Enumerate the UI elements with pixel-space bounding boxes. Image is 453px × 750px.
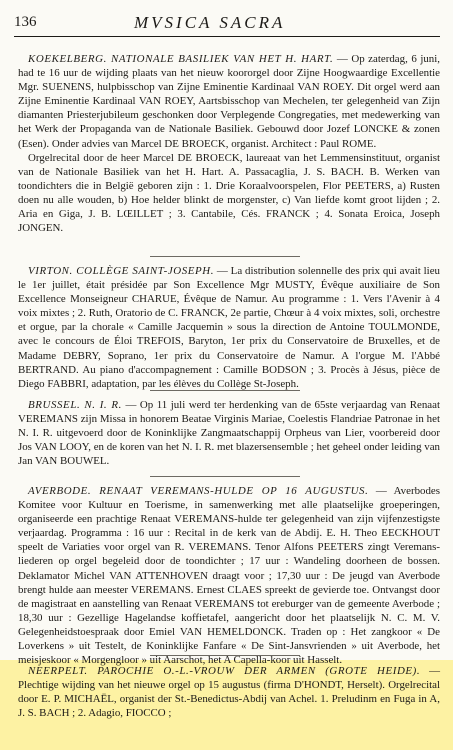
header-rule	[14, 36, 440, 37]
running-title: MVSICA SACRA	[134, 13, 286, 32]
article-paragraph: Orgelrecital door de heer Marcel DE BROECK, laureaat van het Lemmensinstituut, organist van de Nationale Basiliek van het H. Hart. A. Passacaglia, J. S. BACH. B. Werken van toondichters die in België geboren zijn : 1. Drie Koraalvoorspelen, Flor PEETERS, a) Rusten doen nu alle wouden, b) Hoe helder blinkt de morgenster, c) Van liefde komt groot lijden ; 2. Aria en Giga, J. B. LŒILLET ; 3. Cantabile, Cés. FRANCK ; 4. Sonata Eroica, Joseph JONGEN.	[18, 151, 440, 235]
article-text: — Plechtige wijding van het nieuwe orgel op 15 augustus (firma D'HONDT, Herselt). Orgelrecital door E. P. MICHAËL, organist der St.-Benedictus-Abdij van Achel. 1. Preludinm en Fuga in A, J. S. BACH ; 2. Adagio, FIOCCO ;	[18, 665, 440, 720]
article-heading: BRUSSEL. N. I. R.	[28, 399, 122, 411]
article-heading: NEERPELT. PAROCHIE O.-L.-VROUW DER ARMEN (GROTE HEIDE).	[28, 665, 421, 677]
article-heading: AVERBODE. RENAAT VEREMANS-HULDE OP 16 AUGUSTUS.	[28, 485, 369, 497]
article-virton	[18, 264, 440, 391]
article-brussel	[18, 398, 440, 468]
article-heading: KOEKELBERG. NATIONALE BASILIEK VAN HET H. HART.	[28, 53, 334, 65]
article-text: — La distribution solennelle des prix qui avait lieu le 1er juillet, était présidée par Son Excellence Mgr MUSTY, Évêque auxiliaire de Son Excellence Monseigneur CHARUE, Évêque de Namur. Au programme : 1. Vers l'Avenir à 4 voix mixtes ; 2. Ruth, Oratorio de C. FRANCK, 2e partie, Chœur à 4 voix mixtes, soli, orchestre et orgue, par la chorale « Camille Jacquemin » sous la direction de Antoine TOULMONDE, avec le concours de Éloi TREFOIS, Baryton, 1er prix du Conservatoire de Bruxelles, et de Madame DEBRY, Soprano, 1er prix du Conservatoire de Namur. A l'orgue M. l'Abbé BERTRAND. Au piano d'accompagnement : Camille BODSON ; 3. Procès à Jésus, pièce de Diego FABBRI, adaptation, par les élèves du Collège St-Joseph.	[18, 265, 440, 390]
article-text: — Op 11 juli werd ter herdenking van de 65ste verjaardag van Renaat VEREMANS zijn Missa in honorem Beatae Virginis Mariae, Coelestis Flandriae Patronae in het N. I. R. uitgevoerd door de Koninklijke Zangmaatschappij Orpheus van Lier, voorbereid door Jos VAN LOOY, en de koren van het N. I. R. met blazersensemble ; het geheel onder leiding van Jan VAN BOUWEL.	[18, 399, 440, 468]
article-text: — Averbodes Komitee voor Kultuur en Toerisme, in samenwerking met alle plaatselijke groeperingen, organiseerde een prachtige Renaat VEREMANS-hulde ter gelegenheid van zijn vijfenzestigste verjaardag. Programma : 16 uur : Recital in de kerk van de Abdij. E. H. Theo EECKHOUT speelt de Variaties voor orgel van R. VEREMANS. Tenor Alfons PEETERS zingt Veremans-liederen op orgel begeleid door de toondichter ; 17 uur : Wandeling doorheen de bossen. Deklamator Michel VAN ATTENHOVEN draagt voor ; 17,30 uur : De jeugd van Averbode brengt hulde aan meester VEREMANS. Ernest CLAES spreekt de gevierde toe. Ontvangst door de magistraat en aanstelling van Renaat VEREMANS tot ereburger van de gemeente Averbode ; 18,30 uur : Gezellige Hagelandse koffietafel, aangericht door het plaatselijk N. C. M. V. Gelegenheidstoespraak door Emiel VAN HEMELDONCK. Traden op : Het zangkoor « De Loverkens » uit Testelt, de Koninklijke Fanfare « De Sint-Jansvrienden » uit Averbode, het meisjeskoor « Morgengloor » uit Aarschot, het A Capella-koor uit Hasselt.	[18, 485, 440, 667]
page-number: 136	[14, 14, 37, 30]
article-averbode	[18, 484, 440, 667]
article-text: — Op zaterdag, 6 juni, had te 16 uur de wijding plaats van het nieuw koororgel door Zijne Hoogwaardige Excellentie Mgr. SUENENS, hulpbisschop van Zijne Eminentie Kardinaal VAN ROEY. Dit orgel werd aan Zijne Eminentie Kardinaal VAN ROEY, Aartsbisschop van Mechelen, ter gelegenheid van Zijn diamanten Priesterjubileum geschonken door Verplegende Congregaties, met medewerking van het Werk der Propaganda van de Nationale Basiliek. Gebouwd door Jozef LONCKE & zonen (Esen). Onder advies van Marcel DE BROECK, organist. Architect : Paul ROME.	[18, 53, 440, 150]
article-heading: VIRTON. COLLÈGE SAINT-JOSEPH.	[28, 265, 215, 277]
page-header	[14, 14, 440, 36]
section-separator	[150, 476, 300, 477]
section-separator	[150, 256, 300, 257]
section-separator	[150, 655, 300, 656]
article-koekelberg	[18, 52, 440, 235]
section-separator	[150, 390, 300, 391]
article-neerpelt	[18, 664, 440, 720]
